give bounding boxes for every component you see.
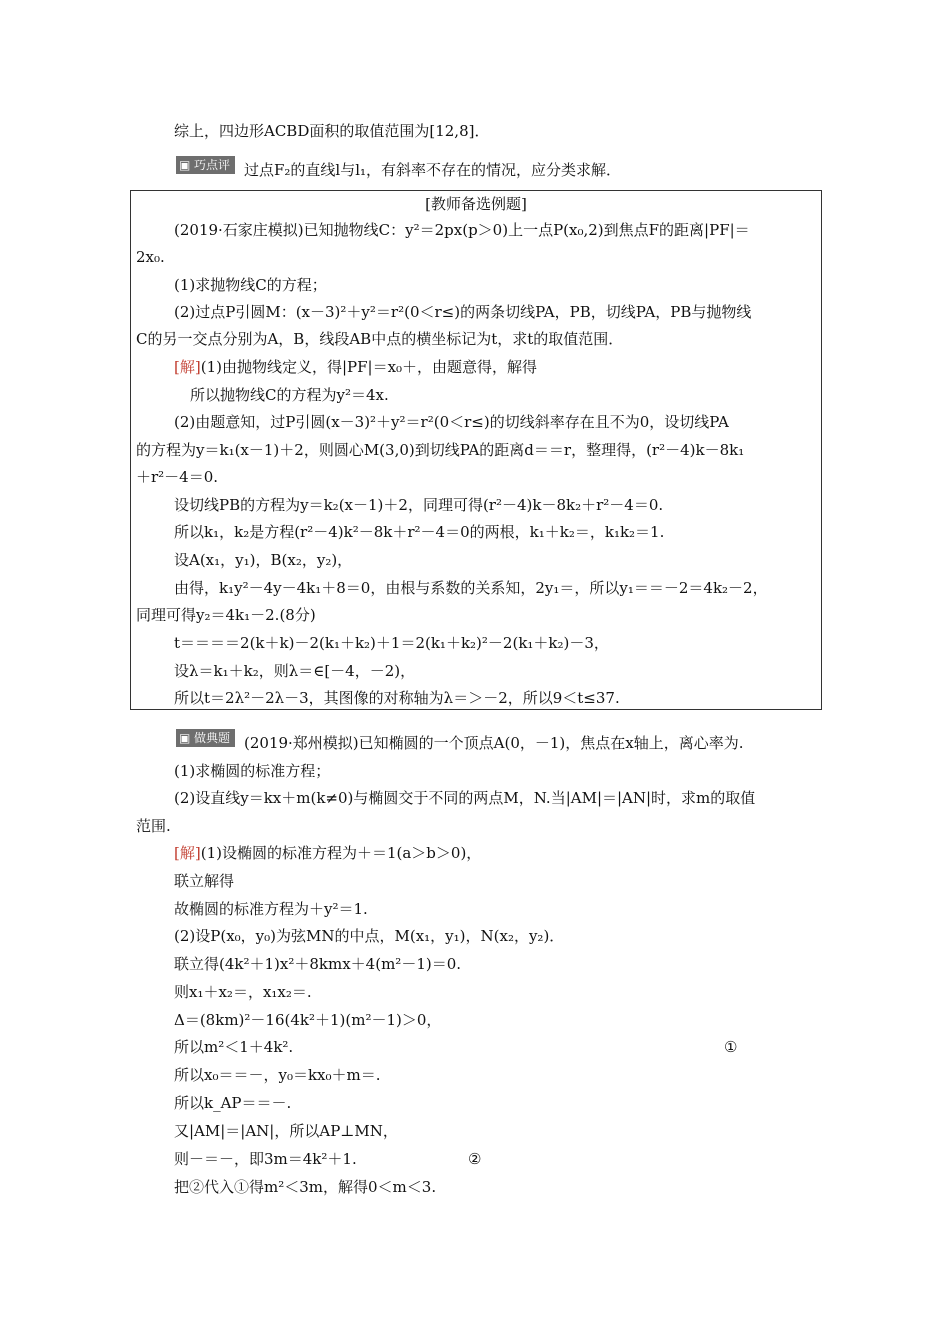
box-line-18: 所以t＝2λ²－2λ－3，其图像的对称轴为λ＝＞－2，所以9＜t≤37. (174, 689, 620, 707)
tip-text: 过点F₂的直线l与l₁，有斜率不存在的情况，应分类求解． (244, 161, 622, 179)
example-badge-label: 做典题 (194, 731, 231, 745)
example-line-3: (2)设直线y＝kx＋m(k≠0)与椭圆交于不同的两点M，N.当|AM|＝|AN|时，求m的取值 (174, 789, 756, 807)
example-line-10: 则x₁＋x₂＝，x₁x₂＝. (174, 983, 312, 1001)
box-line-5: C的另一交点分别为A，B，线段AB中点的横坐标记为t，求t的取值范围． (136, 330, 624, 348)
summary-line: 综上，四边形ACBD面积的取值范围为[12,8]． (174, 122, 490, 140)
example-line-15: 又|AM|＝|AN|，所以AP⊥MN， (174, 1122, 398, 1140)
example-line-11: Δ＝(8km)²－16(4k²＋1)(m²－1)＞0， (174, 1011, 442, 1029)
solution-mark: [解] (174, 358, 201, 376)
example-line-17: 把②代入①得m²＜3m，解得0＜m＜3. (174, 1178, 437, 1196)
box-line-15: 同理可得y₂＝4k₁－2.(8分) (136, 606, 316, 624)
example-solution-line (174, 843, 481, 863)
example-line-2: (1)求椭圆的标准方程； (174, 762, 331, 780)
example-line-14: 所以k_AP＝＝－. (174, 1094, 292, 1112)
box-solution-line (174, 357, 537, 377)
example-line-4: 范围. (136, 817, 171, 835)
teacher-box-title: [教师备选例题] (425, 195, 527, 213)
box-line-10: ＋r²－4＝0. (136, 468, 219, 486)
tip-badge-label: 巧点评 (194, 158, 231, 172)
example-badge-icon: ▣ (179, 731, 191, 745)
tip-badge-icon: ▣ (179, 158, 191, 172)
example-line-8: (2)设P(x₀，y₀)为弦MN的中点，M(x₁，y₁)，N(x₂，y₂)． (174, 927, 565, 945)
box-line-14: 由得，k₁y²－4y－4k₁＋8＝0，由根与系数的关系知，2y₁＝，所以y₁＝＝－2＝4k₂－2， (174, 579, 768, 597)
example-solution-mark: [解] (174, 844, 201, 862)
example-badge (176, 729, 235, 747)
equation-mark-1: ① (724, 1038, 738, 1056)
box-line-12: 所以k₁，k₂是方程(r²－4)k²－8k＋r²－4＝0的两根，k₁＋k₂＝，k₁k₂＝1. (174, 523, 665, 541)
example-line-6: 联立解得 (174, 872, 235, 890)
tip-badge (176, 156, 235, 174)
box-line-1: (2019·石家庄模拟)已知抛物线C：y²＝2px(p＞0)上一点P(x₀,2)到焦点F的距离|PF|＝ (174, 221, 750, 239)
box-line-8: (2)由题意知，过P引圆(x－3)²＋y²＝r²(0＜r≤)的切线斜率存在且不为0，设切线PA (174, 413, 729, 431)
box-line-16: t＝＝＝＝2(k＋k)－2(k₁＋k₂)＋1＝2(k₁＋k₂)²－2(k₁＋k₂)－3， (174, 634, 609, 652)
example-line-9: 联立得(4k²＋1)x²＋8kmx＋4(m²－1)＝0. (174, 955, 462, 973)
box-line-17: 设λ＝k₁＋k₂，则λ＝∈[－4，－2)， (174, 662, 416, 680)
box-line-4: (2)过点P引圆M：(x－3)²＋y²＝r²(0＜r≤)的两条切线PA，PB，切线PA，PB与抛物线 (174, 303, 752, 321)
example-line-1: (2019·郑州模拟)已知椭圆的一个顶点A(0，－1)，焦点在x轴上，离心率为. (244, 734, 744, 752)
box-line-7: 所以抛物线C的方程为y²＝4x. (190, 386, 389, 404)
box-line-9: 的方程为y＝k₁(x－1)＋2，则圆心M(3,0)到切线PA的距离d＝＝r，整理得，(r²－4)k－8k₁ (136, 441, 745, 459)
example-line-16: 则－＝－，即3m＝4k²＋1. (174, 1150, 357, 1168)
box-line-3: (1)求抛物线C的方程； (174, 276, 327, 294)
box-line-13: 设A(x₁，y₁)，B(x₂，y₂)， (174, 551, 353, 569)
box-line-11: 设切线PB的方程为y＝k₂(x－1)＋2，同理可得(r²－4)k－8k₂＋r²－4＝0. (174, 496, 664, 514)
example-line-7: 故椭圆的标准方程为＋y²＝1. (174, 900, 368, 918)
box-line-6: (1)由抛物线定义，得|PF|＝x₀＋，由题意得，解得 (200, 358, 538, 376)
example-line-12: 所以m²＜1＋4k². (174, 1038, 294, 1056)
box-line-2: 2x₀. (136, 248, 165, 266)
example-line-13: 所以x₀＝＝－，y₀＝kx₀＋m＝. (174, 1066, 381, 1084)
equation-mark-2: ② (468, 1150, 482, 1168)
example-line-5: (1)设椭圆的标准方程为＋＝1(a＞b＞0)， (200, 844, 482, 862)
